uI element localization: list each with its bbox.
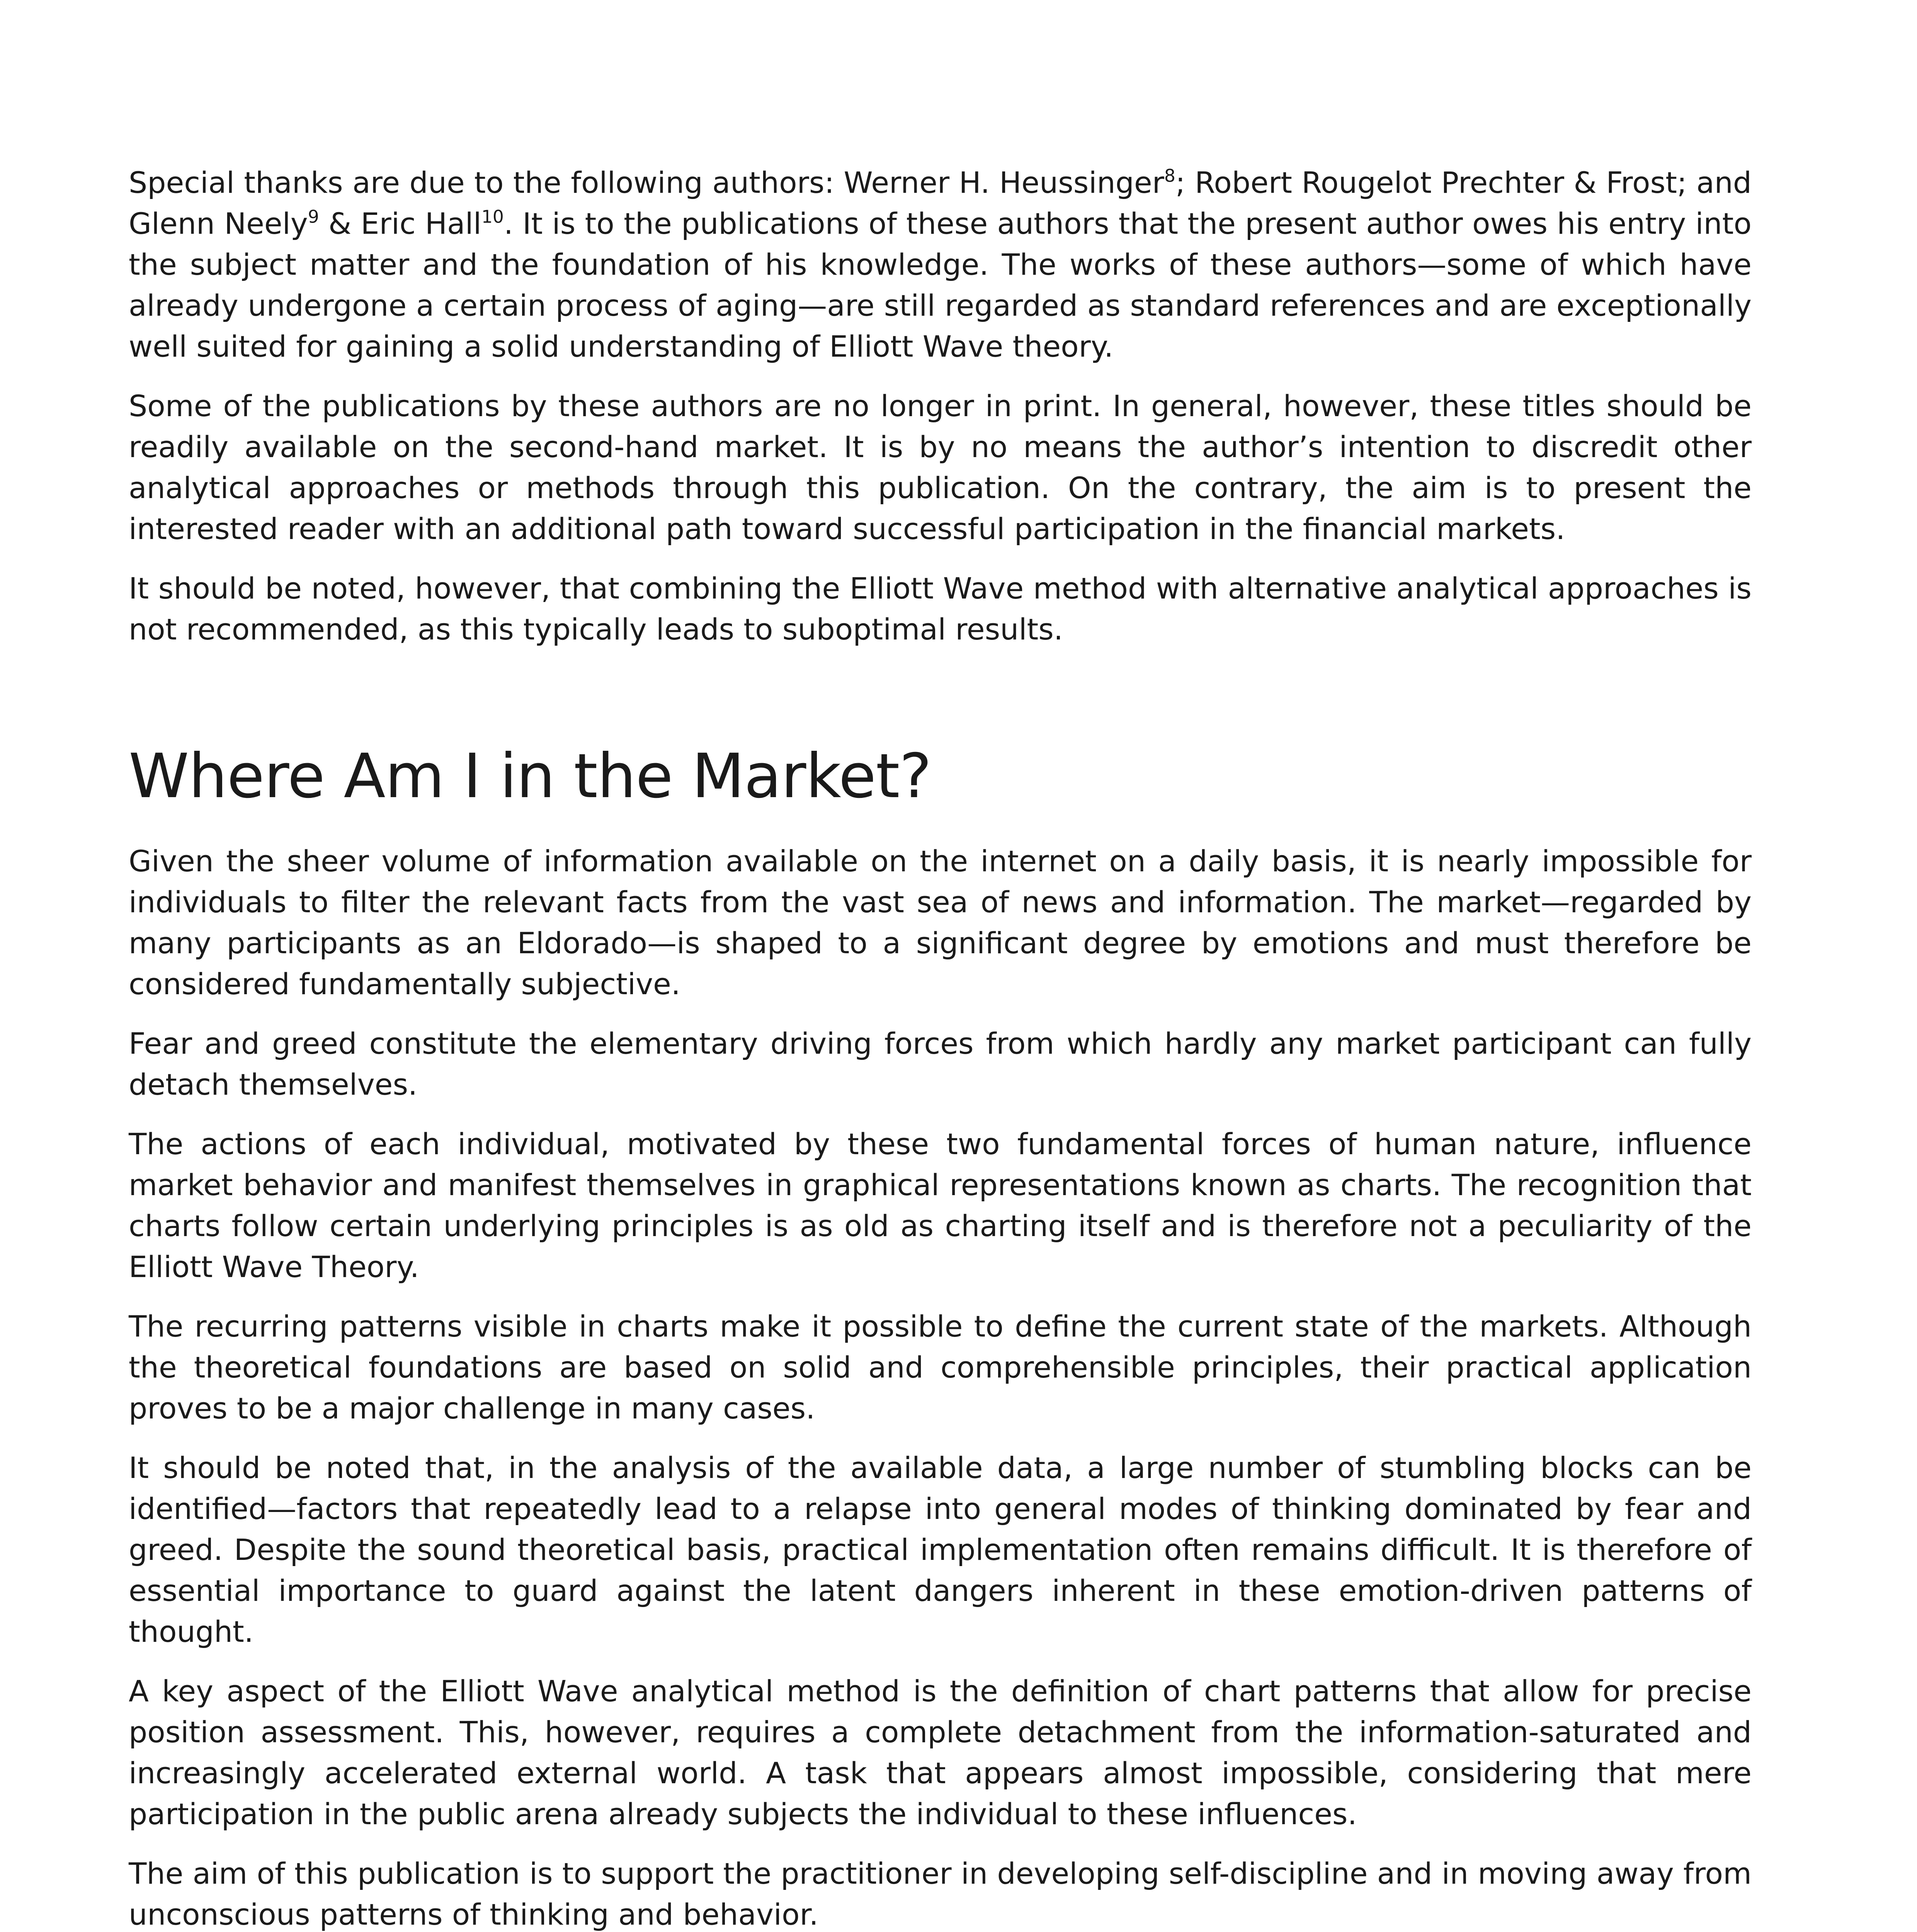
section-paragraph: The actions of each individual, motivated by these two fundamental forces of human nature, influence market behavior and manifest themselves in graphical representations known as charts. The recognition that charts follow certain underlying principles is as old as charting itself and is therefore not a peculiarity of the Elliott Wave Theory. [129,1127,1752,1284]
footnote-ref-8[interactable]: 8 [1164,165,1175,186]
section-paragraph: The aim of this publication is to support the practitioner in developing self-discipline and in moving away from unconscious patterns of thinking and behavior. [129,1856,1752,1932]
intro-text-a: Special thanks are due to the following authors: Werner H. Heussinger [129,165,1164,200]
intro-text-d: . It is to the publications of these authors that the present author owes his entry into the subject matter and the foundation of his knowledge. The works of these authors—some of which have already undergone a certain process of aging—are still regarded as standard references and are exceptionally well suited for gaining a solid understanding of Elliott Wave theory. [129,206,1752,364]
intro-text-c: & Eric Hall [319,206,481,241]
section-paragraph: Given the sheer volume of information available on the internet on a daily basis, it is nearly impossible for individuals to filter the relevant facts from the vast sea of news and information. The market—regarded by many participants as an Eldorado—is shaped to a significant degree by emotions and must therefore be considered fundamentally subjective. [129,844,1752,1001]
intro-paragraph-2: Some of the publications by these authors are no longer in print. In general, however, these titles should be readily available on the second-hand market. It is by no means the author’s intention to discredit other analytical approaches or methods through this publication. On the contrary, the aim is to present the interested reader with an additional path toward successful participation in the financial markets. [129,389,1752,546]
footnote-ref-10[interactable]: 10 [481,206,504,227]
intro-text-b: ; Robert Rougelot Prechter & Frost; and Glenn Neely [129,165,1752,241]
section-paragraph: A key aspect of the Elliott Wave analytical method is the definition of chart patterns that allow for precise position assessment. This, however, requires a complete detachment from the information-saturated and increasingly accelerated external world. A task that appears almost impossible, considering that mere participation in the public arena already subjects the individual to these influences. [129,1674,1752,1831]
section-heading: Where Am I in the Market? [129,741,932,812]
footnote-ref-9[interactable]: 9 [308,206,319,227]
intro-paragraph-1 [129,162,1752,367]
page-content [129,162,1752,1932]
section-paragraph: Fear and greed constitute the elementary driving forces from which hardly any market participant can fully detach themselves. [129,1026,1752,1102]
intro-paragraph-3: It should be noted, however, that combining the Elliott Wave method with alternative analytical approaches is not recommended, as this typically leads to suboptimal results. [129,571,1752,646]
section-paragraph: The recurring patterns visible in charts make it possible to define the current state of the markets. Although the theoretical foundations are based on solid and comprehensible principles, their practical application proves to be a major challenge in many cases. [129,1309,1752,1425]
section-paragraph: It should be noted that, in the analysis of the available data, a large number of stumbling blocks can be identified—factors that repeatedly lead to a relapse into general modes of thinking dominated by fear and greed. Despite the sound theoretical basis, practical implementation often remains difficult. It is therefore of essential importance to guard against the latent dangers inherent in these emotion-driven patterns of thought. [129,1451,1752,1649]
